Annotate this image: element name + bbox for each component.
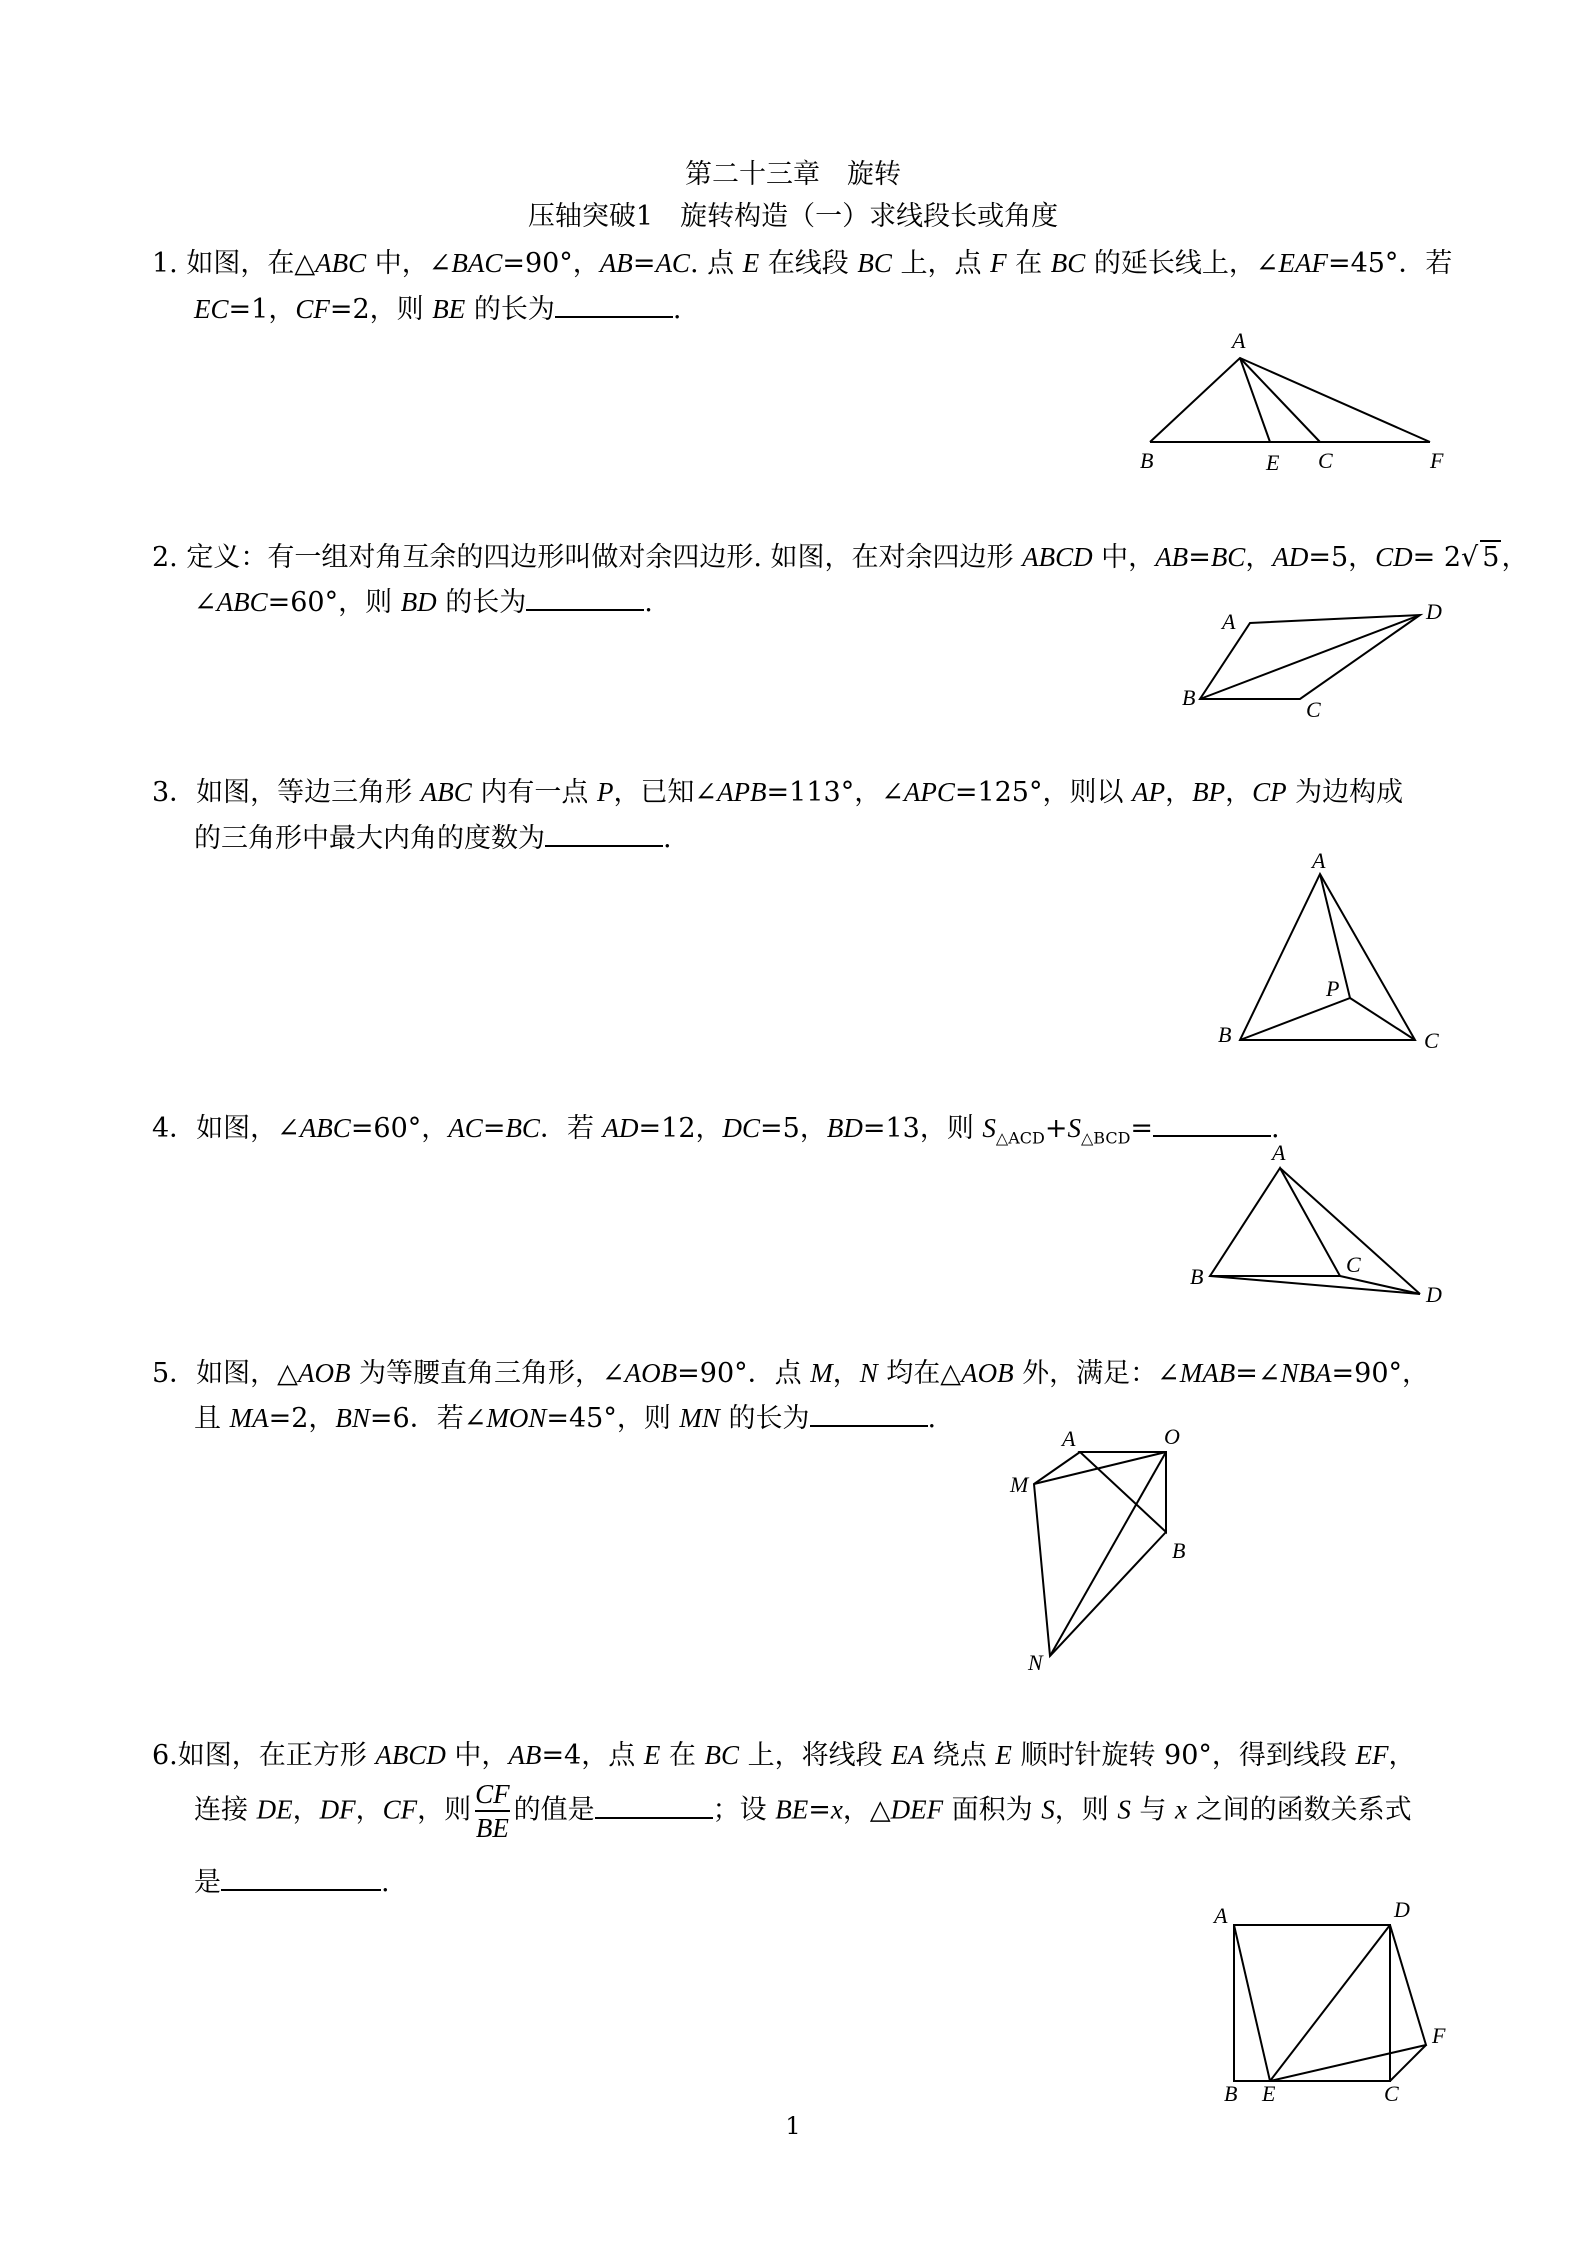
fig6-line-cf	[1390, 2045, 1426, 2081]
fig4-label-c: C	[1346, 1252, 1361, 1277]
fig6-square	[1234, 1925, 1390, 2081]
fig5-line-mo	[1034, 1452, 1166, 1484]
fig1-segments	[1150, 358, 1430, 442]
fig2-label-d: D	[1426, 599, 1442, 624]
fig6-label-c: C	[1384, 2081, 1399, 2106]
fig5-label-b: B	[1172, 1538, 1186, 1563]
answer-blank[interactable]	[555, 294, 673, 318]
fig5-outline-amnb	[1034, 1452, 1166, 1656]
fig2-label-b: B	[1182, 685, 1196, 710]
problem-6-line-1: 6.如图，在正方形 ABCD 中，AB=4，点 E 在 BC 上，将线段 EA 绕点 E 顺时针旋转 90°，得到线段 EF，	[152, 1740, 1416, 1771]
fig6-label-e: E	[1262, 2081, 1276, 2106]
fig2-label-a: A	[1222, 609, 1236, 634]
answer-blank[interactable]	[595, 1795, 713, 1819]
problem-3-line-1: 3．如图，等边三角形 ABC 内有一点 P，已知∠APB=113°，∠APC=125°，则以 AP，BP，CP 为边构成	[152, 777, 1404, 808]
fig5-label-o: O	[1164, 1424, 1180, 1449]
problem-1-line-2: EC=1，CF=2，则 BE 的长为 .	[194, 294, 682, 325]
problem-5-line-2: 且 MA=2，BN=6．若∠MON=45°，则 MN 的长为 .	[194, 1403, 937, 1434]
fig1-line-ac	[1240, 358, 1320, 442]
problem-1-line-1: 1. 如图，在△ABC 中，∠BAC=90°，AB=AC. 点 E 在线段 BC 上，点 F 在 BC 的延长线上，∠EAF=45°．若	[152, 248, 1453, 279]
ratio-fraction: $\frac{CF}{BE}$	[475, 1779, 510, 1843]
fig4-triangle-abc	[1210, 1168, 1340, 1276]
fig2-label-c: C	[1306, 697, 1321, 722]
answer-blank[interactable]	[545, 823, 663, 847]
problem-2-line-2: ∠ABC=60°，则 BD 的长为 .	[194, 587, 653, 618]
problem-4-line-1: 4．如图，∠ABC=60°，AC=BC．若 AD=12，DC=5，BD=13，则 $S_{\triangle ACD}+S_{\triangle BCD}=$ .	[152, 1113, 1280, 1148]
fig3-label-c: C	[1424, 1028, 1439, 1053]
fig1-label-b: B	[1140, 448, 1154, 473]
problem-2-line-1: 2. 定义：有一组对角互余的四边形叫做对余四边形. 如图，在对余四边形 ABCD 中，AB=BC，AD=5，CD= 2√ 5，	[152, 542, 1529, 573]
fig3-label-p: P	[1326, 976, 1340, 1001]
figure-2	[1170, 595, 1450, 725]
answer-blank[interactable]	[1153, 1113, 1271, 1137]
fig6-label-a: A	[1214, 1903, 1228, 1928]
answer-blank[interactable]	[526, 587, 644, 611]
figure-4	[1180, 1140, 1460, 1310]
fig4-label-d: D	[1426, 1282, 1442, 1307]
fig3-label-a: A	[1312, 848, 1326, 873]
fig5-label-m: M	[1010, 1472, 1029, 1497]
answer-blank[interactable]	[221, 1867, 381, 1891]
fig6-label-d: D	[1394, 1897, 1410, 1922]
problem-3-line-2: 的三角形中最大内角的度数为 .	[194, 823, 672, 854]
fig1-label-c: C	[1318, 448, 1333, 473]
chapter-title: 第二十三章 旋转	[685, 159, 901, 190]
fig5-line-no	[1050, 1452, 1166, 1656]
figure-1	[1140, 330, 1470, 480]
fig5-triangle-aob	[1080, 1452, 1166, 1532]
fig3-line-pc	[1350, 998, 1415, 1040]
fig6-line-ea	[1234, 1925, 1270, 2081]
fig4-line-bd	[1210, 1276, 1420, 1294]
problem-6-line-3: 是 .	[194, 1867, 390, 1898]
fig5-label-n: N	[1028, 1650, 1043, 1675]
fig3-triangle	[1240, 874, 1415, 1040]
figure-6	[1210, 1895, 1470, 2105]
fig1-label-f: F	[1430, 448, 1444, 473]
fig4-label-a: A	[1272, 1140, 1286, 1165]
fig5-label-a: A	[1062, 1426, 1076, 1451]
problem-6-line-2: 连接 DE，DF，CF，则 $\frac{CF}{BE}$ 的值是 ；设 BE=x，△DEF 面积为 S，则 S 与 x 之间的函数关系式	[194, 1779, 1412, 1843]
fig4-label-b: B	[1190, 1264, 1204, 1289]
page-number: 1	[785, 2112, 801, 2140]
fig6-label-f: F	[1432, 2023, 1446, 2048]
fig1-line-ae	[1240, 358, 1270, 442]
section-title: 压轴突破1 旋转构造（一）求线段长或角度	[527, 201, 1059, 232]
figure-5	[1000, 1420, 1220, 1680]
fig6-line-ef-fd	[1270, 1925, 1426, 2081]
figure-3	[1210, 848, 1460, 1053]
fig3-label-b: B	[1218, 1022, 1232, 1047]
answer-blank[interactable]	[810, 1403, 928, 1427]
fig6-label-b: B	[1224, 2081, 1238, 2106]
problem-5-line-1: 5．如图，△AOB 为等腰直角三角形，∠AOB=90°．点 M，N 均在△AOB 外，满足：∠MAB=∠NBA=90°，	[152, 1358, 1429, 1389]
fig1-label-e: E	[1266, 450, 1280, 475]
fig1-label-a: A	[1232, 328, 1246, 353]
